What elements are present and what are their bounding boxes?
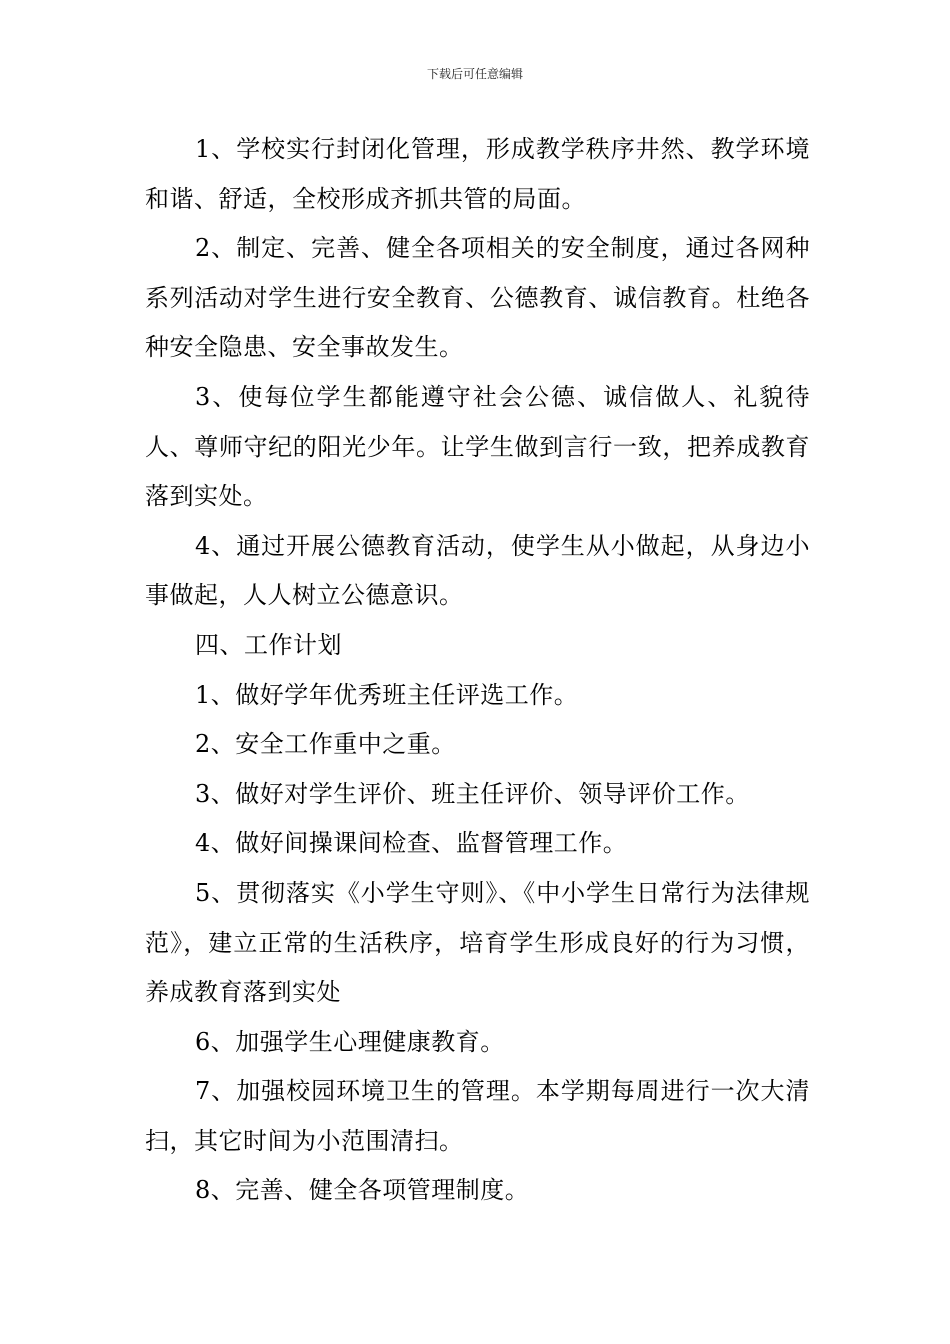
page-header-note: 下载后可任意编辑 xyxy=(426,67,523,81)
paragraph-plan-4: 4、做好间操课间检查、监督管理工作。 xyxy=(195,829,628,858)
section-heading-work-plan: 四、工作计划 xyxy=(195,630,342,659)
paragraph-goal-1: 1、学校实行封闭化管理，形成教学秩序井然、教学环境和谐、舒适，全校形成齐抓共管的局面。 xyxy=(145,135,810,213)
paragraph-plan-8: 8、完善、健全各项管理制度。 xyxy=(195,1176,530,1205)
paragraph-plan-1: 1、做好学年优秀班主任评选工作。 xyxy=(195,680,579,709)
paragraph-plan-2: 2、安全工作重中之重。 xyxy=(195,730,456,759)
paragraph-plan-3: 3、做好对学生评价、班主任评价、领导评价工作。 xyxy=(195,779,750,808)
document-body xyxy=(145,125,810,1216)
paragraph-goal-2: 2、制定、完善、健全各项相关的安全制度，通过各网种系列活动对学生进行安全教育、公德教育、诚信教育。杜绝各种安全隐患、安全事故发生。 xyxy=(145,234,810,362)
paragraph-goal-3: 3、使每位学生都能遵守社会公德、诚信做人、礼貌待人、尊师守纪的阳光少年。让学生做到言行一致，把养成教育落到实处。 xyxy=(145,382,810,511)
paragraph-plan-7: 7、加强校园环境卫生的管理。本学期每周进行一次大清扫，其它时间为小范围清扫。 xyxy=(145,1077,810,1155)
paragraph-plan-6: 6、加强学生心理健康教育。 xyxy=(195,1027,505,1056)
paragraph-goal-4: 4、通过开展公德教育活动，使学生从小做起，从身边小事做起，人人树立公德意识。 xyxy=(145,531,810,610)
paragraph-plan-5: 5、贯彻落实《小学生守则》、《中小学生日常行为法律规范》，建立正常的生活秩序，培育学生形成良好的行为习惯，养成教育落到实处 xyxy=(145,878,810,1007)
